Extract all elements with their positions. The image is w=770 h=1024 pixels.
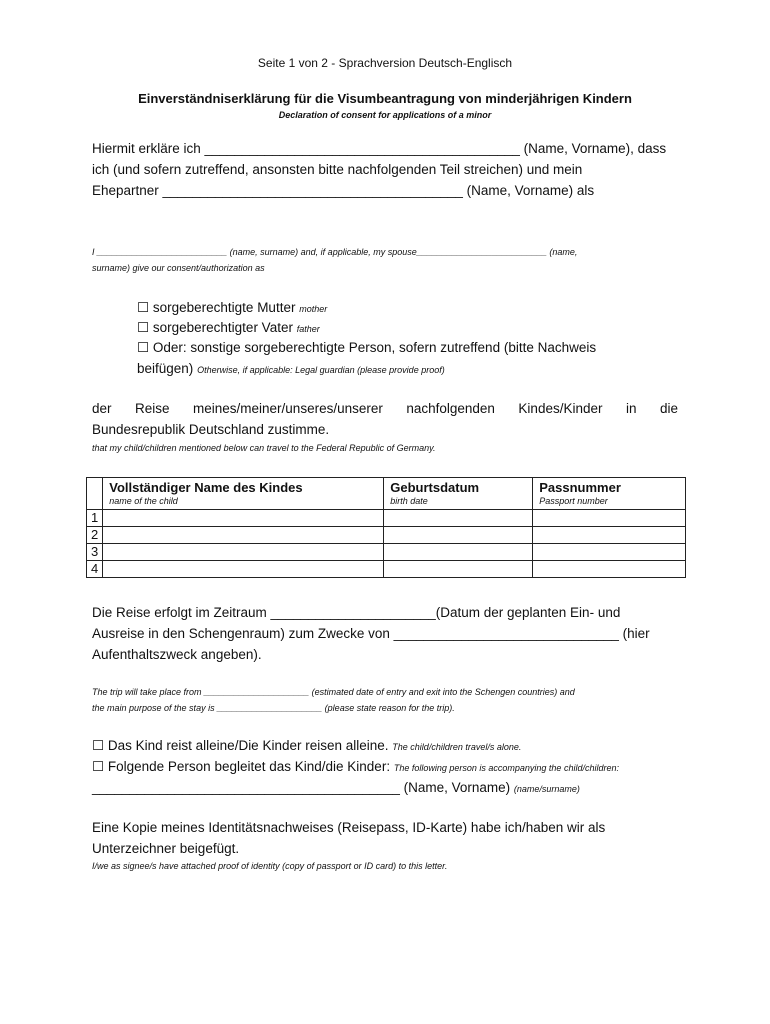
option-label-en: mother	[299, 304, 328, 314]
id-copy-line-2: Unterzeichner beigefügt.	[92, 841, 240, 856]
option-label: Folgende Person begleitet das Kind/die Kinder:	[107, 759, 391, 774]
child-name-cell[interactable]	[103, 561, 384, 578]
table-header-name	[103, 478, 384, 510]
option-father[interactable]	[137, 320, 320, 336]
id-copy-en: I/we as signee/s have attached proof of identity (copy of passport or ID card) to this letter.	[92, 861, 448, 871]
option-label: sorgeberechtigte Mutter	[152, 300, 296, 315]
option-label: sorgeberechtigter Vater	[152, 320, 293, 335]
option-travel-alone[interactable]	[92, 738, 521, 754]
checkbox-icon[interactable]: ☐	[137, 320, 150, 335]
checkbox-icon[interactable]: ☐	[137, 340, 150, 355]
option-accompanied[interactable]	[92, 759, 619, 775]
option-label-en: The following person is accompanying the child/children:	[393, 763, 619, 773]
option-label-cont: beifügen)	[137, 361, 194, 376]
option-other-guardian-cont	[137, 361, 445, 376]
header-label: Passnummer	[539, 480, 621, 495]
header-label: Geburtsdatum	[390, 480, 480, 495]
birth-date-cell[interactable]	[384, 527, 533, 544]
form-subtitle: Declaration of consent for applications of a minor	[278, 110, 492, 120]
checkbox-icon[interactable]: ☐	[92, 759, 105, 774]
id-copy-line-1: Eine Kopie meines Identitätsnachweises (Reisepass, ID-Karte) habe ich/haben wir als	[92, 820, 606, 835]
checkbox-icon[interactable]: ☐	[137, 300, 150, 315]
table-header-num	[87, 478, 103, 510]
passport-number-cell[interactable]	[533, 561, 686, 578]
row-number: 3	[87, 544, 103, 561]
option-label: Das Kind reist alleine/Die Kinder reisen alleine.	[107, 738, 389, 753]
option-label-en: father	[296, 324, 320, 334]
intro-en-line-2: surname) give our consent/authorization as	[92, 263, 265, 273]
period-en-line-1: The trip will take place from _____________________ (estimated date of entry and exit into the Schengen countries) and	[92, 687, 575, 697]
table-row	[87, 510, 686, 527]
companion-name-en: (name/surname)	[513, 784, 580, 794]
child-name-cell[interactable]	[103, 544, 384, 561]
row-number: 4	[87, 561, 103, 578]
option-label-en: The child/children travel/s alone.	[392, 742, 522, 752]
birth-date-cell[interactable]	[384, 544, 533, 561]
period-line-3: Aufenthaltszweck angeben).	[92, 647, 262, 662]
option-mother[interactable]	[137, 300, 327, 316]
travel-consent-line-2: Bundesrepublik Deutschland zustimme.	[92, 422, 330, 437]
child-name-cell[interactable]	[103, 527, 384, 544]
companion-name-line[interactable]	[92, 780, 580, 795]
table-header-passport	[533, 478, 686, 510]
header-label-en: birth date	[390, 496, 428, 506]
table-row	[87, 544, 686, 561]
header-label-en: name of the child	[109, 496, 178, 506]
option-other-guardian[interactable]	[137, 340, 596, 356]
passport-number-cell[interactable]	[533, 527, 686, 544]
header-label: Vollständiger Name des Kindes	[109, 480, 303, 495]
period-line-1: Die Reise erfolgt im Zeitraum ______________________(Datum der geplanten Ein- und	[92, 605, 621, 620]
companion-name-field[interactable]: _________________________________________ (Name, Vorname)	[92, 780, 511, 795]
table-header-birthdate	[384, 478, 533, 510]
option-label: Oder: sonstige sorgeberechtigte Person, sofern zutreffend (bitte Nachweis	[152, 340, 597, 355]
child-name-cell[interactable]	[103, 510, 384, 527]
period-line-2: Ausreise in den Schengenraum) zum Zwecke von ______________________________ (hier	[92, 626, 650, 641]
intro-line-2: ich (und sofern zutreffend, ansonsten bitte nachfolgenden Teil streichen) und mein	[92, 162, 583, 177]
row-number: 1	[87, 510, 103, 527]
option-label-en: Otherwise, if applicable: Legal guardian (please provide proof)	[197, 365, 445, 375]
passport-number-cell[interactable]	[533, 510, 686, 527]
checkbox-icon[interactable]: ☐	[92, 738, 105, 753]
table-header-row	[87, 478, 686, 510]
intro-line-3: Ehepartner ________________________________________ (Name, Vorname) als	[92, 183, 595, 198]
birth-date-cell[interactable]	[384, 561, 533, 578]
table-row	[87, 527, 686, 544]
row-number: 2	[87, 527, 103, 544]
header-label-en: Passport number	[539, 496, 608, 506]
travel-consent-line-1: der Reise meines/meiner/unseres/unserer nachfolgenden Kindes/Kinder in die	[92, 401, 678, 416]
page-header: Seite 1 von 2 - Sprachversion Deutsch-Englisch	[257, 56, 513, 70]
intro-en-line-1: I __________________________ (name, surname) and, if applicable, my spouse__________________________ (name,	[92, 247, 578, 257]
birth-date-cell[interactable]	[384, 510, 533, 527]
passport-number-cell[interactable]	[533, 544, 686, 561]
children-table	[86, 477, 686, 578]
intro-line-1: Hiermit erkläre ich __________________________________________ (Name, Vorname), dass	[92, 141, 667, 156]
period-en-line-2: the main purpose of the stay is _____________________ (please state reason for the trip).	[92, 703, 455, 713]
form-title: Einverständniserklärung für die Visumbeantragung von minderjährigen Kindern	[138, 91, 632, 106]
table-row	[87, 561, 686, 578]
travel-consent-en: that my child/children mentioned below can travel to the Federal Republic of Germany.	[92, 443, 436, 453]
